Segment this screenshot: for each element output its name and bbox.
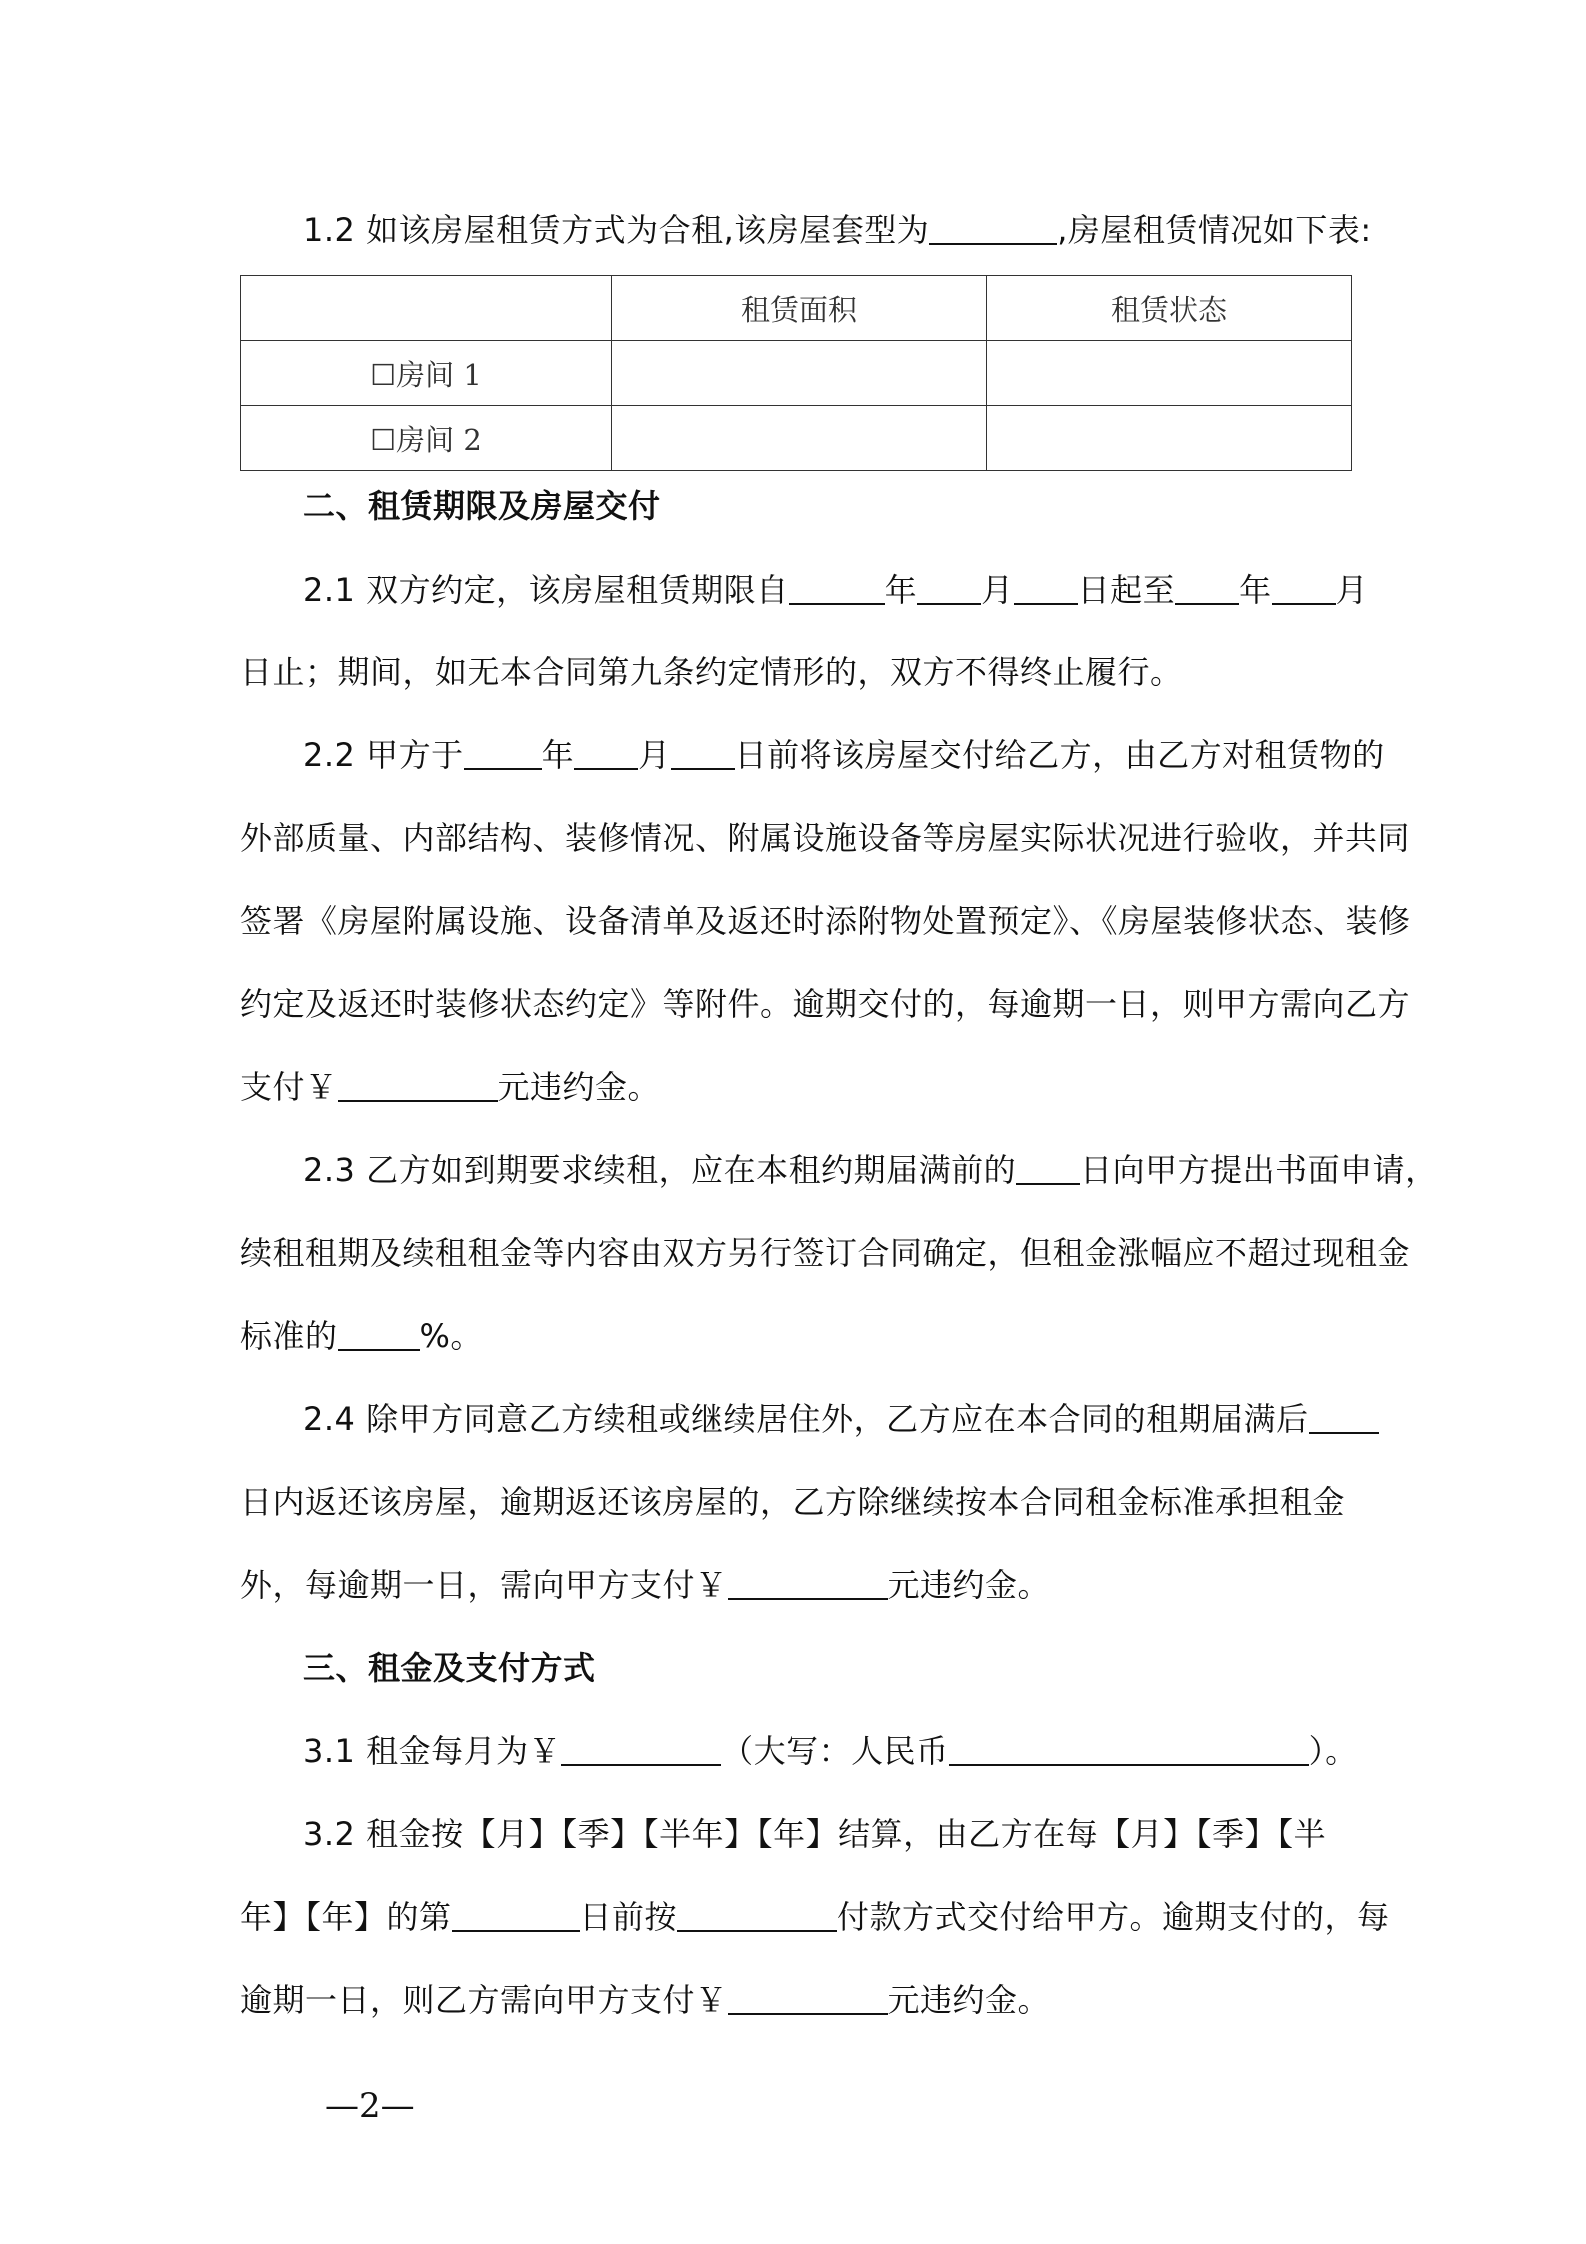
blank-field[interactable] <box>671 738 735 770</box>
blank-field[interactable] <box>338 1070 498 1102</box>
blank-field[interactable] <box>574 738 638 770</box>
table-row <box>241 406 1352 471</box>
blank-field[interactable] <box>929 213 1057 245</box>
clause-text: 元违约金。 <box>497 1068 661 1106</box>
clause-text: 2.3 乙方如到期要求续租，应在本租约期届满前的 <box>303 1151 1017 1189</box>
blank-field[interactable] <box>728 1983 888 2015</box>
page-number: —2— <box>325 2086 415 2126</box>
table-header-area: 租赁面积 <box>612 276 987 341</box>
clause-2-4-line-3 <box>240 1564 1381 1606</box>
clause-3-2-line-2 <box>240 1896 1390 1938</box>
clause-text: （大写：人民币 <box>721 1732 949 1770</box>
clause-3-1 <box>303 1730 1381 1772</box>
table-row <box>241 341 1352 406</box>
blank-field[interactable] <box>1175 573 1239 605</box>
blank-field[interactable] <box>949 1734 1309 1766</box>
blank-field[interactable] <box>917 573 981 605</box>
room-2-status[interactable] <box>987 406 1352 471</box>
blank-field[interactable] <box>464 738 542 770</box>
year-label: 年 <box>541 736 575 774</box>
clause-text: 元违约金。 <box>887 1566 1051 1604</box>
clause-text: ,房屋租赁情况如下表: <box>1057 211 1372 249</box>
month-label: 月 <box>981 571 1014 609</box>
clause-text: 支付￥ <box>240 1068 338 1106</box>
clause-text: 日起至 <box>1077 571 1176 609</box>
clause-1-2 <box>303 209 1381 251</box>
clause-2-3-line-2: 续租租期及续租租金等内容由双方另行签订合同确定，但租金涨幅应不超过现租金 <box>240 1234 1411 1272</box>
clause-text: 日前按 <box>579 1898 678 1936</box>
clause-2-3-line-3 <box>240 1315 1381 1357</box>
clause-text: 外，每逾期一日，需向甲方支付￥ <box>240 1566 728 1604</box>
blank-field[interactable] <box>1309 1402 1379 1434</box>
blank-field[interactable] <box>452 1900 580 1932</box>
clause-2-2-line-2: 外部质量、内部结构、装修情况、附属设施设备等房屋实际状况进行验收，并共同 <box>240 819 1411 857</box>
month-label: 月 <box>1335 571 1369 609</box>
clause-text: 付款方式交付给甲方。逾期支付的，每 <box>837 1898 1390 1936</box>
year-label: 年 <box>1239 571 1272 609</box>
clause-text: 2.1 双方约定，该房屋租赁期限自 <box>303 571 789 609</box>
clause-3-2: 3.2 租金按【月】【季】【半年】【年】结算，由乙方在每【月】【季】【半 <box>303 1815 1327 1853</box>
clause-3-2-line-3 <box>240 1979 1381 2021</box>
blank-field[interactable] <box>1016 1153 1080 1185</box>
clause-2-4 <box>303 1398 1381 1440</box>
room-1-label[interactable]: ☐房间 1 <box>241 341 612 406</box>
room-1-area[interactable] <box>612 341 987 406</box>
clause-text: 逾期一日，则乙方需向甲方支付￥ <box>240 1981 728 2019</box>
clause-2-3 <box>303 1149 1438 1191</box>
clause-2-1-line-2: 日止；期间，如无本合同第九条约定情形的，双方不得终止履行。 <box>240 653 1183 691</box>
clause-text: 2.4 除甲方同意乙方续租或继续居住外，乙方应在本合同的租期届满后 <box>303 1400 1309 1438</box>
section-3-title: 三、租金及支付方式 <box>303 1649 596 1687</box>
blank-field[interactable] <box>1272 573 1336 605</box>
clause-2-4-line-2: 日内返还该房屋，逾期返还该房屋的，乙方除继续按本合同租金标准承担租金 <box>240 1483 1346 1521</box>
blank-field[interactable] <box>338 1319 420 1351</box>
section-2-title: 二、租赁期限及房屋交付 <box>303 487 661 525</box>
clause-text: 1.2 如该房屋租赁方式为合租,该房屋套型为 <box>303 211 930 249</box>
year-label: 年 <box>884 571 918 609</box>
clause-text: 2.2 甲方于 <box>303 736 464 774</box>
clause-text: 元违约金。 <box>887 1981 1051 2019</box>
clause-text: ）。 <box>1308 1732 1358 1770</box>
blank-field[interactable] <box>789 573 885 605</box>
room-2-area[interactable] <box>612 406 987 471</box>
blank-field[interactable] <box>561 1734 721 1766</box>
clause-2-2-line-3: 签署《房屋附属设施、设备清单及返还时添附物处置预定》、《房屋装修状态、装修 <box>240 902 1411 940</box>
blank-field[interactable] <box>1014 573 1078 605</box>
clause-2-2-line-5 <box>240 1066 1381 1108</box>
room-1-status[interactable] <box>987 341 1352 406</box>
blank-field[interactable] <box>728 1568 888 1600</box>
table-header-status: 租赁状态 <box>987 276 1352 341</box>
clause-text: 标准的 <box>240 1317 338 1355</box>
clause-text: 日前将该房屋交付给乙方，由乙方对租赁物的 <box>734 736 1385 774</box>
clause-2-1 <box>303 569 1381 611</box>
clause-text: %。 <box>419 1317 483 1355</box>
month-label: 月 <box>638 736 671 774</box>
clause-2-2 <box>303 734 1385 776</box>
table-header-row <box>241 276 1352 341</box>
clause-text: 年】【年】的第 <box>240 1898 452 1936</box>
room-rental-table <box>240 275 1352 471</box>
clause-text: 3.1 租金每月为￥ <box>303 1732 562 1770</box>
room-2-label[interactable]: ☐房间 2 <box>241 406 612 471</box>
table-cell <box>241 276 612 341</box>
blank-field[interactable] <box>677 1900 837 1932</box>
clause-text: 日向甲方提出书面申请， <box>1080 1151 1438 1189</box>
clause-2-2-line-4: 约定及返还时装修状态约定》等附件。逾期交付的，每逾期一日，则甲方需向乙方 <box>240 985 1411 1023</box>
